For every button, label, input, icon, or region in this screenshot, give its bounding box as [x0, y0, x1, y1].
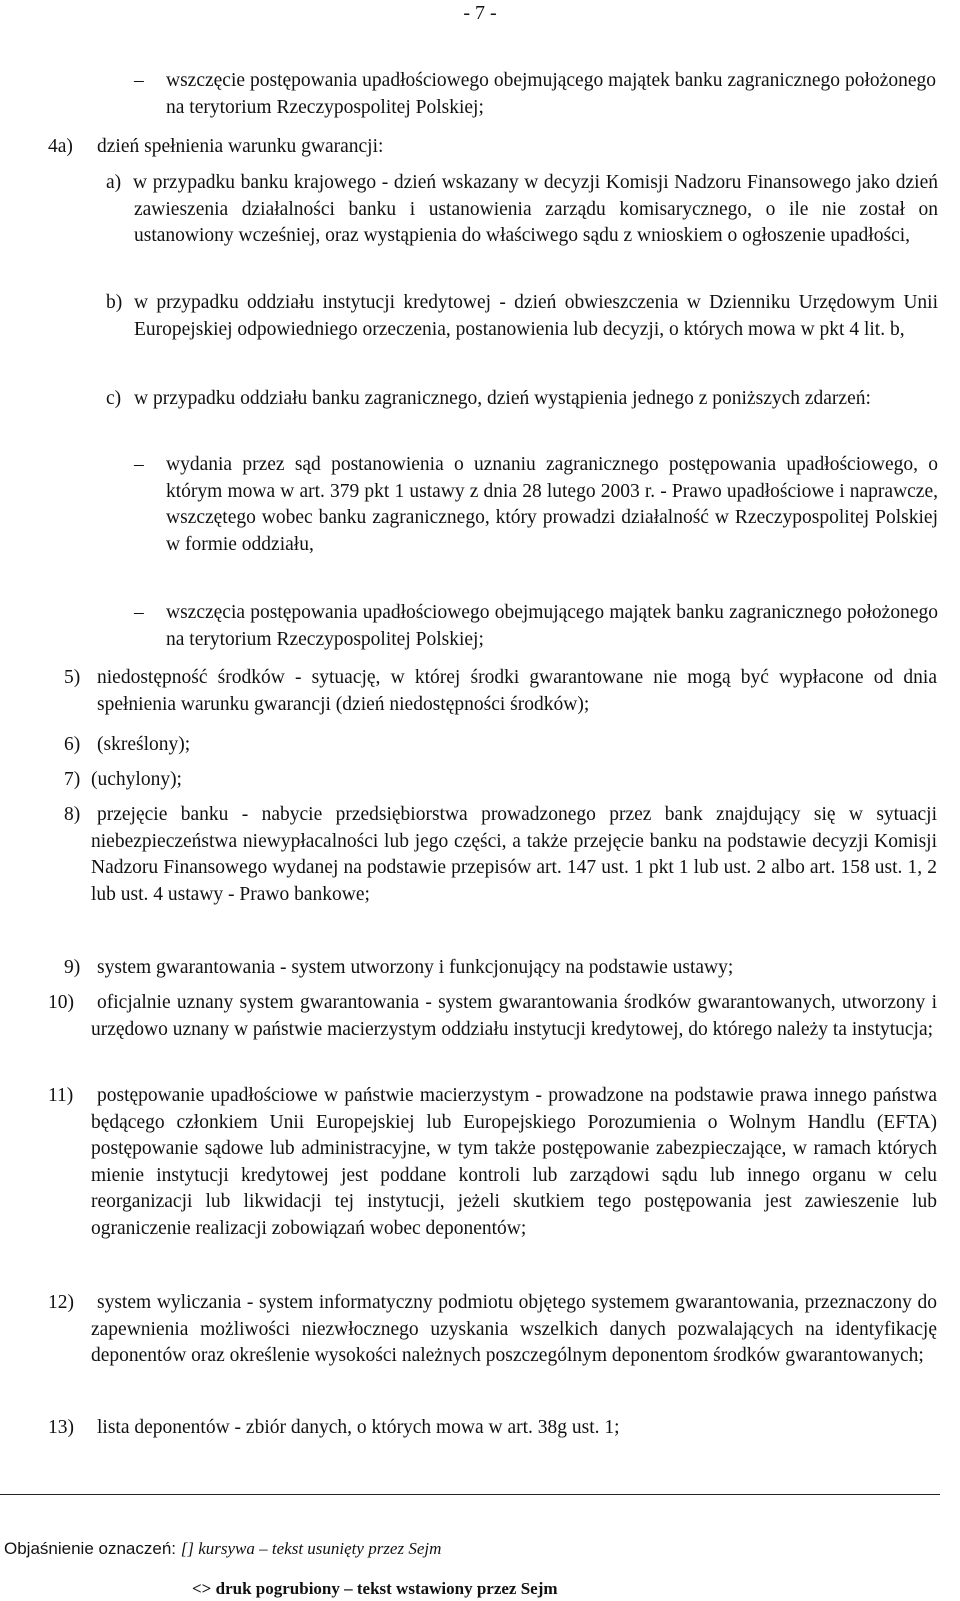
item-4a-c-label: c)	[106, 388, 122, 409]
item-13-text: lista deponentów - zbiór danych, o których mowa w art. 38g ust. 1;	[97, 1417, 620, 1438]
item-13-label: 13)	[48, 1417, 74, 1438]
item-10-text: oficjalnie uznany system gwarantowania - system gwarantowania środków gwarantowanych, utworzony i urzędowo uznany w państwie macierzystym oddziału instytucji kredytowej, do którego należy ta instytucja;	[91, 992, 937, 1040]
item-5-label: 5)	[64, 667, 81, 688]
item-4a-b-label: b)	[106, 292, 123, 313]
item-8-text: przejęcie banku - nabycie przedsiębiorstwa prowadzonego przez bank znajdujący się w sytuacji niebezpieczeństwa niewypłacalności lub jego części, a także przejęcie banku na podstawie decyzji Komisji Nadzoru Finansowego wydanej na podstawie przepisów art. 147 ust. 1 pkt 1 lub ust. 2 albo art. 158 ust. 1, 2 lub ust. 4 ustawy - Prawo bankowe;	[91, 804, 937, 905]
item-11-text: postępowanie upadłościowe w państwie macierzystym - prowadzone na podstawie prawa innego państwa będącego członkiem Unii Europejskiej lub Europejskiego Porozumienia o Wolnym Handlu (EFTA) postępowanie sądowe lub administracyjne, w tym także postępowanie zabezpieczające, w ramach których mienie instytucji kredytowej jest poddane kontroli lub zarządowi sądu lub innego organu w celu reorganizacji lub likwidacji tej instytucji, jeżeli skutkiem tego postępowania jest zawieszenie lub ograniczenie realizacji zobowiązań wobec deponentów;	[91, 1085, 937, 1239]
item-4a-c-dash-1-text: wydania przez sąd postanowienia o uznaniu zagranicznego postępowania upadłościowego, o którym mowa w art. 379 pkt 1 ustawy z dnia 28 lutego 2003 r. - Prawo upadłościowe i naprawcze, wszczętego wobec banku zagranicznego, który prowadzi działalność w Rzeczypospolitej Polskiej w formie oddziału,	[166, 454, 938, 555]
item-4a-a-label: a)	[106, 172, 122, 193]
footer-divider	[0, 1494, 940, 1495]
footer-legend-italic: [] kursywa – tekst usunięty przez Sejm	[180, 1539, 442, 1558]
item-10-label: 10)	[48, 992, 74, 1013]
item-4a-label: 4a)	[48, 136, 73, 157]
page-number: - 7 -	[463, 2, 497, 24]
item-4a-text: dzień spełnienia warunku gwarancji:	[97, 136, 384, 157]
item-4a-c-text: w przypadku oddziału banku zagranicznego, dzień wystąpienia jednego z poniższych zdarzeń:	[134, 388, 871, 409]
footer-legend-line-1	[4, 1538, 441, 1560]
item-12-text: system wyliczania - system informatyczny podmiotu objętego systemem gwarantowania, przeznaczony do zapewnienia możliwości niezwłocznego uzyskania wszelkich danych pozwalających na identyfikację deponentów oraz określenie wysokości należnych poszczególnym deponentom środków gwarantowanych;	[91, 1292, 937, 1367]
item-6-label: 6)	[64, 734, 81, 755]
item-4a-c-dash-2-text: wszczęcia postępowania upadłościowego obejmującego majątek banku zagranicznego położonego na terytorium Rzeczypospolitej Polskiej;	[166, 602, 938, 650]
item-9-text: system gwarantowania - system utworzony i funkcjonujący na podstawie ustawy;	[97, 957, 734, 978]
item-7-label: 7)	[64, 769, 81, 790]
dash-marker: –	[134, 454, 144, 475]
dash-marker: –	[134, 70, 144, 91]
item-4a-b-text: w przypadku oddziału instytucji kredytowej - dzień obwieszczenia w Dzienniku Urzędowym Unii Europejskiej odpowiedniego orzeczenia, postanowienia lub decyzji, o których mowa w pkt 4 lit. b,	[134, 292, 938, 340]
item-7-text: (uchylony);	[91, 769, 182, 790]
item-9-label: 9)	[64, 957, 81, 978]
item-12-label: 12)	[48, 1292, 74, 1313]
item-4a-a-text: w przypadku banku krajowego - dzień wskazany w decyzji Komisji Nadzoru Finansowego jako dzień zawieszenia działalności banku i ustanowienia zarządu komisarycznego, o ile nie został on ustanowiony wcześniej, oraz wystąpienia do właściwego sądu z wnioskiem o ogłoszenie upadłości,	[133, 172, 938, 247]
item-8-label: 8)	[64, 804, 81, 825]
item-11-label: 11)	[48, 1085, 74, 1106]
item-5-text: niedostępność środków - sytuację, w której środki gwarantowane nie mogą być wypłacone od dnia spełnienia warunku gwarancji (dzień niedostępności środków);	[97, 667, 937, 715]
intro-dash-text: wszczęcie postępowania upadłościowego obejmującego majątek banku zagranicznego położonego na terytorium Rzeczypospolitej Polskiej;	[166, 70, 936, 118]
dash-marker: –	[134, 602, 144, 623]
footer-legend-label: Objaśnienie oznaczeń:	[4, 1539, 177, 1558]
item-6-text: (skreślony);	[97, 734, 191, 755]
footer-legend-bold: <> druk pogrubiony – tekst wstawiony przez Sejm	[192, 1579, 558, 1598]
